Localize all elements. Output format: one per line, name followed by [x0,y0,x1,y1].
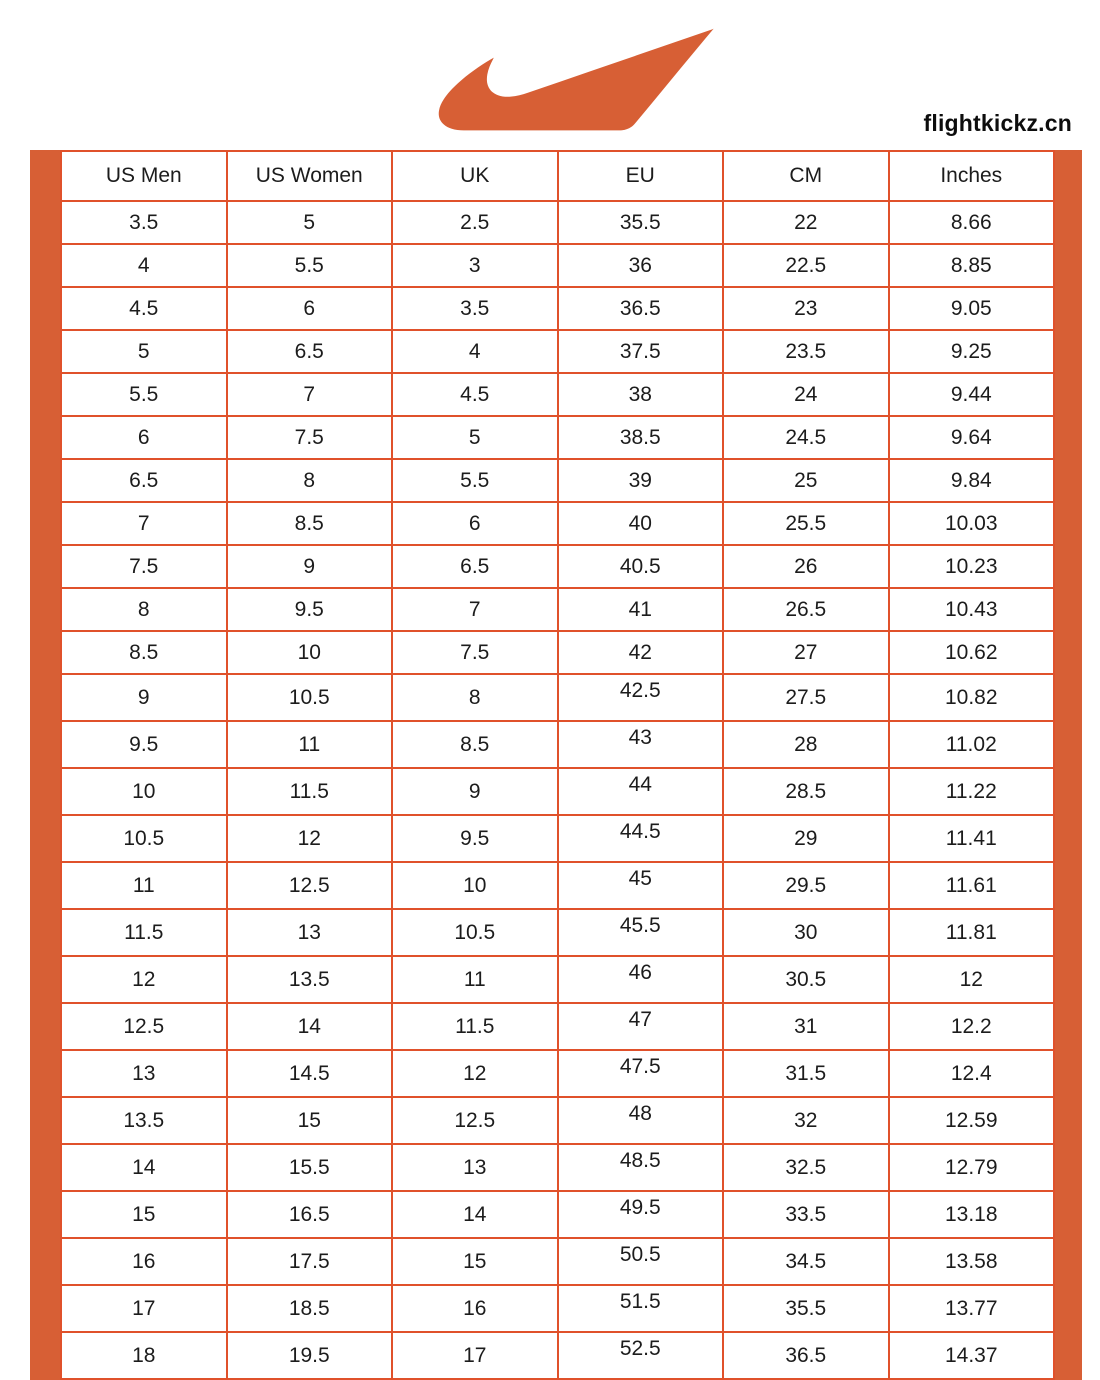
table-row [61,1238,1054,1285]
table-row [61,545,1054,588]
size-cell: 12 [61,956,227,1003]
left-accent-bar [30,150,60,1380]
size-cell: 16 [392,1285,558,1332]
table-row [61,1050,1054,1097]
column-header-cm: CM [723,151,889,201]
size-cell: 12.2 [889,1003,1055,1050]
size-cell: 17 [392,1332,558,1379]
size-cell: 5.5 [61,373,227,416]
nike-swoosh-icon [430,26,722,124]
size-cell: 43 [558,721,724,768]
size-cell: 49.5 [558,1191,724,1238]
size-cell: 7.5 [61,545,227,588]
size-cell: 8.5 [227,502,393,545]
size-cell: 17 [61,1285,227,1332]
size-cell: 30.5 [723,956,889,1003]
size-cell: 5 [392,416,558,459]
size-cell: 9.5 [227,588,393,631]
table-body [61,201,1054,1379]
size-cell: 32 [723,1097,889,1144]
size-cell: 47 [558,1003,724,1050]
size-cell: 10 [227,631,393,674]
size-cell: 26 [723,545,889,588]
size-cell: 11.41 [889,815,1055,862]
size-cell: 12.79 [889,1144,1055,1191]
size-cell: 13.77 [889,1285,1055,1332]
size-cell: 6.5 [227,330,393,373]
table-row [61,1097,1054,1144]
size-cell: 10.5 [61,815,227,862]
size-cell: 9.05 [889,287,1055,330]
size-cell: 12.5 [392,1097,558,1144]
size-cell: 8 [392,674,558,721]
size-cell: 9.25 [889,330,1055,373]
size-cell: 44.5 [558,815,724,862]
table-row [61,244,1054,287]
size-cell: 9 [227,545,393,588]
size-cell: 23.5 [723,330,889,373]
size-cell: 17.5 [227,1238,393,1285]
size-chart-table [60,150,1055,1380]
size-cell: 24.5 [723,416,889,459]
size-cell: 3.5 [392,287,558,330]
size-cell: 11.02 [889,721,1055,768]
size-cell: 10.03 [889,502,1055,545]
table-row [61,721,1054,768]
size-cell: 7 [227,373,393,416]
size-cell: 11 [392,956,558,1003]
size-cell: 11.22 [889,768,1055,815]
size-cell: 31 [723,1003,889,1050]
size-cell: 19.5 [227,1332,393,1379]
size-cell: 7.5 [392,631,558,674]
size-cell: 14 [392,1191,558,1238]
size-cell: 6 [61,416,227,459]
size-cell: 44 [558,768,724,815]
table-row [61,502,1054,545]
column-header-uk: UK [392,151,558,201]
size-cell: 12.59 [889,1097,1055,1144]
size-cell: 8.5 [392,721,558,768]
size-cell: 15.5 [227,1144,393,1191]
size-cell: 37.5 [558,330,724,373]
size-cell: 27.5 [723,674,889,721]
size-cell: 47.5 [558,1050,724,1097]
size-cell: 3 [392,244,558,287]
size-cell: 14.5 [227,1050,393,1097]
size-cell: 18.5 [227,1285,393,1332]
size-cell: 11.5 [227,768,393,815]
table-row [61,416,1054,459]
size-cell: 13 [61,1050,227,1097]
size-cell: 15 [227,1097,393,1144]
size-cell: 13.18 [889,1191,1055,1238]
size-cell: 15 [61,1191,227,1238]
size-cell: 10 [61,768,227,815]
site-watermark: flightkickz.cn [923,110,1072,136]
table-row [61,1332,1054,1379]
table-row [61,330,1054,373]
size-cell: 12.5 [227,862,393,909]
size-cell: 42 [558,631,724,674]
size-cell: 10.62 [889,631,1055,674]
column-header-eu: EU [558,151,724,201]
size-cell: 8 [61,588,227,631]
table-row [61,287,1054,330]
table-row [61,674,1054,721]
size-cell: 13 [392,1144,558,1191]
size-cell: 3.5 [61,201,227,244]
size-cell: 27 [723,631,889,674]
size-cell: 36.5 [558,287,724,330]
table-row [61,588,1054,631]
size-cell: 12.4 [889,1050,1055,1097]
size-cell: 52.5 [558,1332,724,1379]
table-row [61,201,1054,244]
size-cell: 28 [723,721,889,768]
size-cell: 35.5 [723,1285,889,1332]
size-cell: 38 [558,373,724,416]
size-cell: 12 [889,956,1055,1003]
size-cell: 48 [558,1097,724,1144]
size-cell: 13 [227,909,393,956]
table-row [61,631,1054,674]
size-chart-frame [30,150,1082,1380]
size-cell: 11.5 [61,909,227,956]
size-cell: 30 [723,909,889,956]
size-cell: 38.5 [558,416,724,459]
table-row [61,956,1054,1003]
column-header-us-women: US Women [227,151,393,201]
size-cell: 9 [392,768,558,815]
table-row [61,862,1054,909]
size-cell: 23 [723,287,889,330]
size-cell: 9 [61,674,227,721]
size-cell: 10.5 [227,674,393,721]
size-cell: 8 [227,459,393,502]
size-cell: 25 [723,459,889,502]
size-cell: 32.5 [723,1144,889,1191]
column-header-inches: Inches [889,151,1055,201]
size-cell: 10.5 [392,909,558,956]
size-cell: 2.5 [392,201,558,244]
size-cell: 25.5 [723,502,889,545]
size-cell: 14 [61,1144,227,1191]
size-cell: 11 [61,862,227,909]
size-cell: 7 [392,588,558,631]
size-cell: 9.44 [889,373,1055,416]
size-cell: 16 [61,1238,227,1285]
table-row [61,909,1054,956]
size-cell: 22.5 [723,244,889,287]
size-cell: 14.37 [889,1332,1055,1379]
size-cell: 48.5 [558,1144,724,1191]
size-cell: 50.5 [558,1238,724,1285]
size-cell: 8.85 [889,244,1055,287]
table-row [61,1285,1054,1332]
size-cell: 5 [61,330,227,373]
size-cell: 36 [558,244,724,287]
size-cell: 6.5 [392,545,558,588]
header-row [61,151,1054,201]
size-cell: 6.5 [61,459,227,502]
size-cell: 45 [558,862,724,909]
table-row [61,459,1054,502]
size-cell: 5.5 [392,459,558,502]
size-cell: 29.5 [723,862,889,909]
size-cell: 11 [227,721,393,768]
size-cell: 10 [392,862,558,909]
size-cell: 12.5 [61,1003,227,1050]
size-cell: 34.5 [723,1238,889,1285]
size-cell: 28.5 [723,768,889,815]
size-cell: 6 [227,287,393,330]
table-row [61,1191,1054,1238]
size-cell: 4.5 [392,373,558,416]
column-header-us-men: US Men [61,151,227,201]
table-row [61,1003,1054,1050]
nike-logo [430,26,722,124]
size-cell: 16.5 [227,1191,393,1238]
size-cell: 14 [227,1003,393,1050]
size-cell: 18 [61,1332,227,1379]
size-cell: 13.5 [227,956,393,1003]
size-cell: 11.61 [889,862,1055,909]
size-cell: 5 [227,201,393,244]
size-cell: 33.5 [723,1191,889,1238]
size-cell: 46 [558,956,724,1003]
size-cell: 40.5 [558,545,724,588]
size-cell: 26.5 [723,588,889,631]
size-cell: 10.43 [889,588,1055,631]
size-cell: 5.5 [227,244,393,287]
table-row [61,1144,1054,1191]
table-row [61,768,1054,815]
size-cell: 31.5 [723,1050,889,1097]
table-row [61,373,1054,416]
size-cell: 9.84 [889,459,1055,502]
size-cell: 39 [558,459,724,502]
size-cell: 13.5 [61,1097,227,1144]
size-cell: 7 [61,502,227,545]
size-cell: 4.5 [61,287,227,330]
size-cell: 29 [723,815,889,862]
size-cell: 13.58 [889,1238,1055,1285]
size-cell: 6 [392,502,558,545]
size-cell: 36.5 [723,1332,889,1379]
size-cell: 22 [723,201,889,244]
size-cell: 11.81 [889,909,1055,956]
size-cell: 9.5 [61,721,227,768]
size-cell: 41 [558,588,724,631]
size-cell: 15 [392,1238,558,1285]
size-cell: 4 [61,244,227,287]
size-cell: 10.23 [889,545,1055,588]
size-cell: 9.5 [392,815,558,862]
size-cell: 12 [392,1050,558,1097]
size-cell: 42.5 [558,674,724,721]
size-cell: 45.5 [558,909,724,956]
size-cell: 12 [227,815,393,862]
size-cell: 9.64 [889,416,1055,459]
size-cell: 51.5 [558,1285,724,1332]
size-cell: 11.5 [392,1003,558,1050]
size-cell: 7.5 [227,416,393,459]
size-cell: 40 [558,502,724,545]
size-cell: 10.82 [889,674,1055,721]
size-cell: 8.5 [61,631,227,674]
size-cell: 35.5 [558,201,724,244]
right-accent-bar [1055,150,1082,1380]
table-row [61,815,1054,862]
size-cell: 4 [392,330,558,373]
size-cell: 8.66 [889,201,1055,244]
size-cell: 24 [723,373,889,416]
